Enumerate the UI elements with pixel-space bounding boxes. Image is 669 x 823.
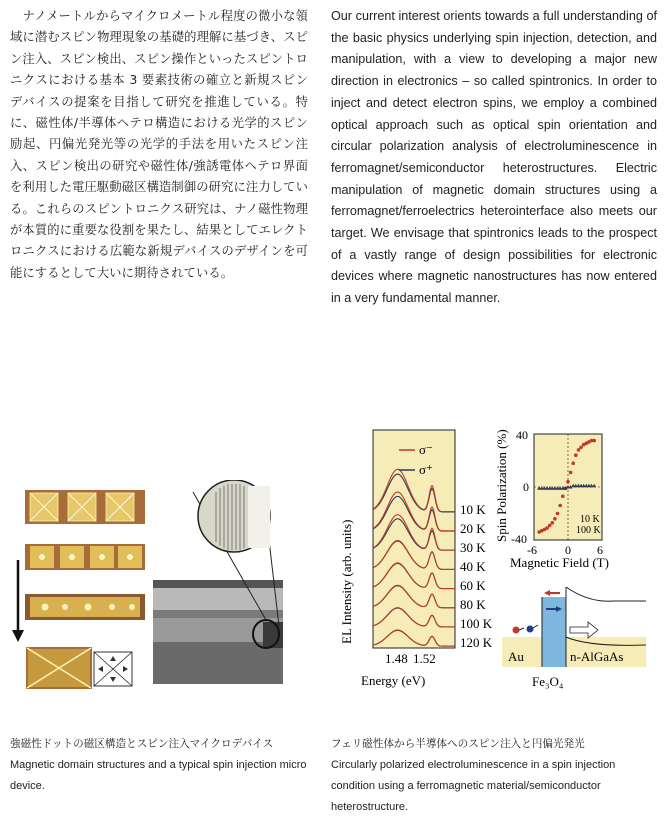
temp-label-20K: 20 K [460,521,486,536]
band-label-algaas: n-AlGaAs [570,649,624,664]
domain-row-3 [25,594,145,620]
temp-label-60K: 60 K [460,578,486,593]
el-spectra-chart [333,422,493,688]
sp-point-10K-15 [577,448,581,452]
caption-right-en: Circularly polarized electroluminescence in a spin injection condition using a ferromagnetic material/semiconductor heterostructure. [331,759,616,813]
sp-point-10K-3 [545,526,549,530]
y-tick-minus40: -40 [511,532,527,546]
caption-left [10,734,310,797]
sp-point-10K-5 [551,521,555,525]
spin-polarization-chart [494,422,664,572]
english-abstract: Our current interest orients towards a full understanding of the basic physics underlying spin injection, detection, and manipulation, with a view to developing a major new direction in electronics – so called spintronics. In order to inject and detect electron spins, we employ a combined optical approach such as optical spin orientation and circular polarization analysis of electroluminescence in ferromagnet/semiconductor heterostructures. Electric manipulation of magnetic domain structures using a ferromagnet/ferroelectrics heterointerface also meets our target. We envisage that spintronics leads to the prospect of a vastly range of design possibilities for electronic devices where magnetic nanostructures has now entered in a very fundamental manner. [331,9,657,306]
caption-left-en: Magnetic domain structures and a typical spin injection micro device. [10,759,307,792]
caption-right [331,734,631,818]
x-tick-minus6: -6 [527,543,537,557]
spin-injection-device [153,480,283,684]
sp-point-10K-16 [579,446,583,450]
legend-sigma-minus: σ⁻ [419,442,433,457]
x-tick-1-52: 1.52 [413,651,436,666]
x-tick-0: 0 [565,543,571,557]
domain-device-figure [10,480,295,690]
caption-left-jp: 強磁性ドットの磁区構造とスピン注入マイクロデバイス [10,738,274,750]
caption-right-jp: フェリ磁性体から半導体へのスピン注入と円偏光発光 [331,738,585,750]
band-label-fe3o4: Fe₃O₄ [532,674,564,689]
down-arrow-icon [12,560,24,642]
y-tick-0: 0 [523,480,529,494]
sp-point-10K-8 [558,504,562,508]
sp-point-10K-14 [574,453,578,457]
x-tick-1-48: 1.48 [385,651,408,666]
sp-point-10K-6 [553,517,557,521]
y-axis-label: EL Intensity (arb. units) [339,519,354,644]
sp-point-10K-9 [561,495,565,499]
domain-row-1 [25,490,145,524]
sp-label-100k: 100 K [576,525,601,536]
sp-point-10K-4 [548,524,552,528]
temp-label-10K: 10 K [460,502,486,517]
domain-row-4 [27,648,132,688]
temp-label-100K: 100 K [460,616,493,631]
sp-point-10K-13 [571,461,575,465]
temp-label-30K: 30 K [460,540,486,555]
sp-point-10K-21 [592,439,596,443]
temperature-labels [460,502,493,650]
domain-row-2 [25,544,145,570]
band-diagram [494,575,664,690]
sp-x-axis-label: Magnetic Field (T) [510,555,609,570]
sp-label-10k: 10 K [580,514,600,525]
temp-label-80K: 80 K [460,597,486,612]
x-axis-label: Energy (eV) [361,673,426,688]
y-tick-40: 40 [516,428,528,442]
x-tick-6: 6 [597,543,603,557]
temp-label-120K: 120 K [460,635,493,650]
sp-y-axis-label: Spin Polarization (%) [494,429,509,542]
japanese-abstract: ナノメートルからマイクロメートル程度の微小な領域に潜むスピン物理現象の基礎的理解に基づき、スピン注入、スピン検出、スピン操作といったスピントロニクスにおける基本 3 要素技術の確立と新規スピンデバイスの提案を目指して研究を推進している。特に、磁性体/半導体ヘテロ構造における光学的スピン励起、円偏光発光等の光学的手法を用いたスピン注入、スピン検出の研究や磁性体/強誘電体ヘテロ界面を利用した電圧駆動磁区構造制御の研究に注力している。これらのスピントロニクス研究は、ナノ磁性物理が本質的に重要な役割を果たし、結果としてエレクトロニクスにおける広範な新規デバイスのデザインを可能にするとして大いに期待されている。 [10,9,308,280]
sp-point-10K-12 [569,471,573,475]
legend-sigma-plus: σ⁺ [419,462,433,477]
sp-point-10K-11 [566,480,570,484]
band-label-au: Au [508,649,524,664]
temp-label-40K: 40 K [460,559,486,574]
sp-point-10K-7 [556,512,560,516]
